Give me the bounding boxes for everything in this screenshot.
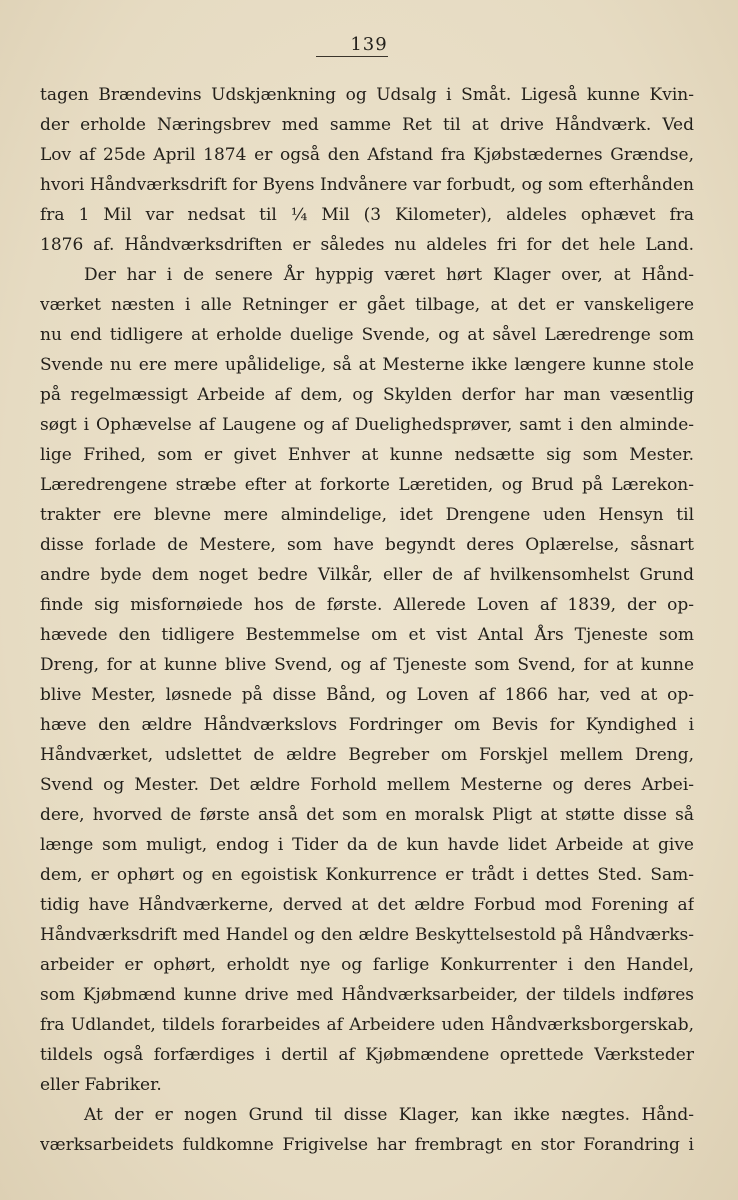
text-line: eller Fabriker. <box>40 1075 162 1095</box>
text-line: 1876 af. Håndværksdriften er således nu aldeles fri for det hele Land. <box>40 235 694 255</box>
text-line: tagen Brændevins Udskjænkning og Udsalg i Småt. Ligeså kunne Kvin- <box>40 85 694 105</box>
text-line: værket næsten i alle Retninger er gået tilbage, at det er vanskeligere <box>40 295 694 315</box>
text-line: hæve den ældre Håndværkslovs Fordringer om Bevis for Kyndighed i <box>40 715 694 735</box>
text-line: værksarbeidets fuldkomne Frigivelse har frembragt en stor Forandring i <box>40 1135 694 1155</box>
text-line: fra Udlandet, tildels forarbeides af Arbeidere uden Håndværksborgerskab, <box>40 1015 694 1035</box>
text-line: fra 1 Mil var nedsat til ¼ Mil (3 Kilometer), aldeles ophævet fra <box>40 205 694 225</box>
text-line: Dreng, for at kunne blive Svend, og af Tjeneste som Svend, for at kunne <box>40 655 694 675</box>
text-line: tildels også forfærdiges i dertil af Kjøbmændene oprettede Værksteder <box>40 1045 694 1065</box>
text-line: på regelmæssigt Arbeide af dem, og Skylden derfor har man væsentlig <box>40 385 694 405</box>
page-number-rule <box>316 56 388 57</box>
body-text <box>40 80 694 1160</box>
text-line: Læredrengene stræbe efter at forkorte Læretiden, og Brud på Lærekon- <box>40 475 694 495</box>
text-line: søgt i Ophævelse af Laugene og af Duelighedsprøver, samt i den alminde- <box>40 415 694 435</box>
text-line: hævede den tidligere Bestemmelse om et vist Antal Års Tjeneste som <box>40 625 694 645</box>
text-line: blive Mester, løsnede på disse Bånd, og Loven af 1866 har, ved at op- <box>40 685 694 705</box>
text-line: arbeider er ophørt, erholdt nye og farlige Konkurrenter i den Handel, <box>40 955 694 975</box>
text-line: andre byde dem noget bedre Vilkår, eller de af hvilkensomhelst Grund <box>40 565 694 585</box>
text-line: Håndværket, udslettet de ældre Begreber om Forskjel mellem Dreng, <box>40 745 694 765</box>
text-line: disse forlade de Mestere, som have begyndt deres Oplærelse, såsnart <box>40 535 694 555</box>
text-line: der erholde Næringsbrev med samme Ret til at drive Håndværk. Ved <box>40 115 694 135</box>
text-line: nu end tidligere at erholde duelige Svende, og at såvel Læredrenge som <box>40 325 694 345</box>
text-line: som Kjøbmænd kunne drive med Håndværksarbeider, der tildels indføres <box>40 985 694 1005</box>
text-line: Svende nu ere mere upålidelige, så at Mesterne ikke længere kunne stole <box>40 355 694 375</box>
text-line: trakter ere blevne mere almindelige, idet Drengene uden Hensyn til <box>40 505 694 525</box>
text-line: dere, hvorved de første anså det som en moralsk Pligt at støtte disse så <box>40 805 694 825</box>
text-line: dem, er ophørt og en egoistisk Konkurrence er trådt i dettes Sted. Sam- <box>40 865 694 885</box>
text-line: Håndværksdrift med Handel og den ældre Beskyttelsestold på Håndværks- <box>40 925 694 945</box>
text-line: tidig have Håndværkerne, derved at det ældre Forbud mod Forening af <box>40 895 694 915</box>
text-line: hvori Håndværksdrift for Byens Indvånere var forbudt, og som efterhånden <box>40 175 694 195</box>
text-line: lige Frihed, som er givet Enhver at kunne nedsætte sig som Mester. <box>40 445 694 465</box>
text-line: At der er nogen Grund til disse Klager, kan ikke nægtes. Hånd- <box>84 1105 694 1125</box>
text-line: Lov af 25de April 1874 er også den Afstand fra Kjøbstædernes Grændse, <box>40 145 694 165</box>
text-line: Der har i de senere År hyppig været hørt Klager over, at Hånd- <box>84 265 694 285</box>
text-line: finde sig misfornøiede hos de første. Allerede Loven af 1839, der op- <box>40 595 694 615</box>
page-number: 139 <box>350 34 388 55</box>
text-line: længe som muligt, endog i Tider da de kun havde lidet Arbeide at give <box>40 835 694 855</box>
text-line: Svend og Mester. Det ældre Forhold mellem Mesterne og deres Arbei- <box>40 775 694 795</box>
